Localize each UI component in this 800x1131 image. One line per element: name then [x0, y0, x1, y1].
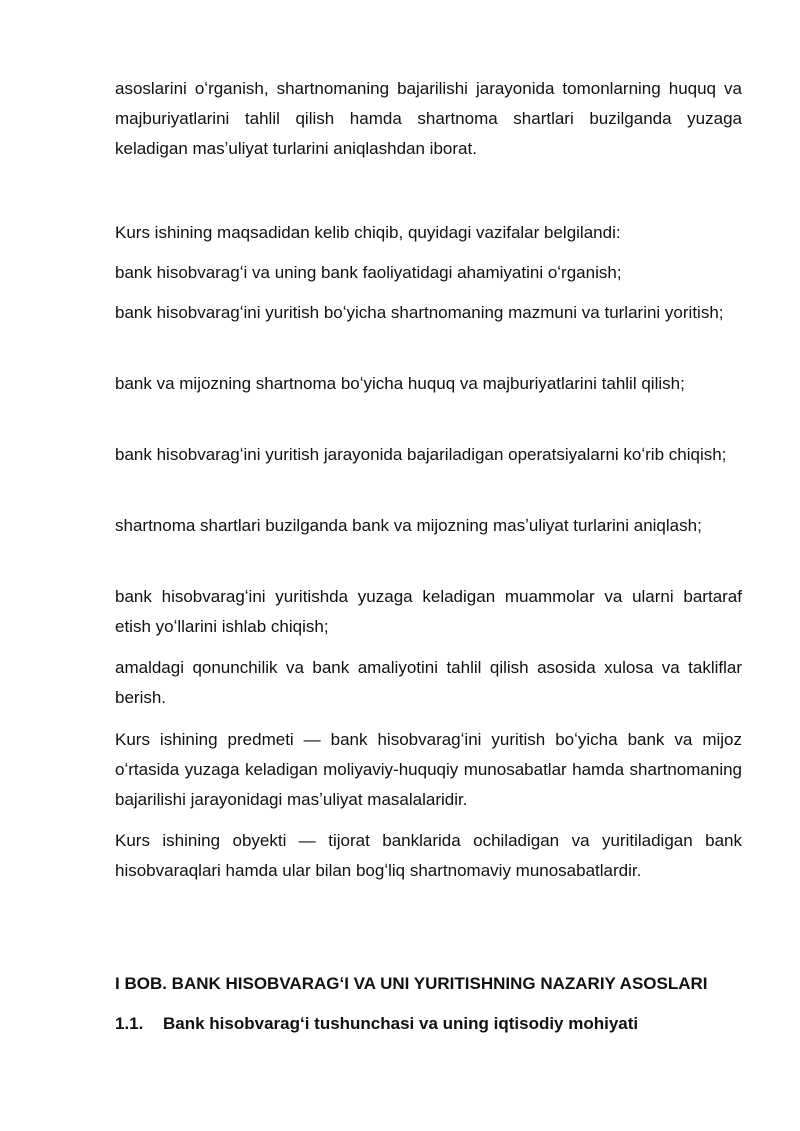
section-number: 1.1. — [115, 1014, 144, 1033]
object-paragraph: Kurs ishining obyekti — tijorat banklarida ochiladigan va yuritiladigan bank hisobvaraqlari hamda ular bilan bogʻliq shartnomaviy munosabatlardir. — [115, 831, 742, 880]
section-heading — [115, 1012, 742, 1036]
task-item-5: shartnoma shartlari buzilganda bank va mijozning masʼuliyat turlarini aniqlash; — [115, 516, 702, 535]
section-title: Bank hisobvaragʻi tushunchasi va uning iqtisodiy mohiyati — [163, 1014, 639, 1033]
task-item-6: bank hisobvaragʻini yuritishda yuzaga keladigan muammolar va ularni bartaraf etish yoʻllarini ishlab chiqish; — [115, 587, 742, 636]
tasks-intro-paragraph: Kurs ishining maqsadidan kelib chiqib, quyidagi vazifalar belgilandi: — [115, 223, 621, 242]
chapter-heading: I BOB. BANK HISOBVARAGʻI VA UNI YURITISHNING NAZARIY ASOSLARI — [115, 974, 708, 993]
task-item-2: bank hisobvaragʻini yuritish boʻyicha shartnomaning mazmuni va turlarini yoritish; — [115, 303, 724, 322]
subject-paragraph: Kurs ishining predmeti — bank hisobvaragʻini yuritish boʻyicha bank va mijoz oʻrtasida yuzaga keladigan moliyaviy-huquqiy munosabatlar hamda shartnomaning bajarilishi jarayonidagi masʼuliyat masalalaridir. — [115, 730, 742, 809]
task-item-3: bank va mijozning shartnoma boʻyicha huquq va majburiyatlarini tahlil qilish; — [115, 374, 685, 393]
task-item-7: amaldagi qonunchilik va bank amaliyotini tahlil qilish asosida xulosa va takliflar berish. — [115, 658, 742, 707]
intro-paragraph-end: asoslarini oʻrganish, shartnomaning bajarilishi jarayonida tomonlarning huquq va majburiyatlarini tahlil qilish hamda shartnoma shartlari buzilganda yuzaga keladigan masʼuliyat turlarini aniqlashdan iborat. — [115, 79, 742, 158]
task-item-4: bank hisobvaragʻini yuritish jarayonida bajariladigan operatsiyalarni koʻrib chiqish; — [115, 445, 727, 464]
task-item-1: bank hisobvaragʻi va uning bank faoliyatidagi ahamiyatini oʻrganish; — [115, 263, 622, 282]
